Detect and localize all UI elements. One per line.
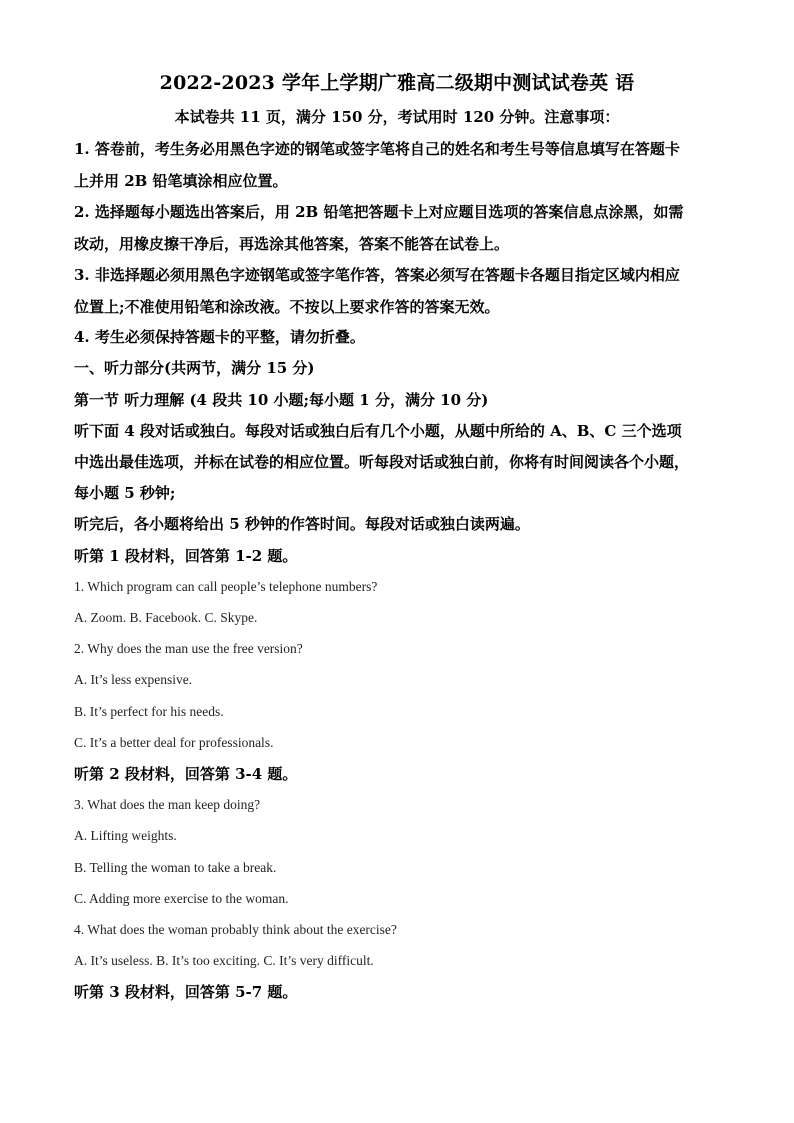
question-4-stem: 4. What does the woman probably think about the exercise?: [74, 922, 397, 937]
question-1-options: A. Zoom. B. Facebook. C. Skype.: [74, 610, 258, 625]
question-3-stem: 3. What does the man keep doing?: [74, 797, 261, 812]
section1-heading: 第一节 听力理解 (4 段共 10 小题;每小题 1 分，满分 10 分): [74, 391, 489, 409]
note-2-line-2: 改动，用橡皮擦干净后，再选涂其他答案，答案不能答在试卷上。: [74, 235, 510, 253]
question-2-option-a: A. It’s less expensive.: [74, 672, 193, 687]
question-4-options: A. It’s useless. B. It’s too exciting. C. It’s very difficult.: [74, 953, 374, 968]
question-1-stem: 1. Which program can call people’s telephone numbers?: [74, 579, 378, 594]
note-4-line-1: 4. 考生必须保持答题卡的平整，请勿折叠。: [74, 328, 365, 346]
exam-intro: 本试卷共 11 页，满分 150 分，考试用时 120 分钟。注意事项：: [174, 108, 620, 126]
material-heading-3: 听第 3 段材料，回答第 5-7 题。: [74, 983, 298, 1001]
note-1-line-2: 上并用 2B 铅笔填涂相应位置。: [74, 172, 288, 190]
question-2-option-b: B. It’s perfect for his needs.: [74, 704, 224, 719]
instructions-line-3: 每小题 5 秒钟;: [74, 484, 176, 502]
note-3-line-2: 位置上;不准使用铅笔和涂改液。不按以上要求作答的答案无效。: [74, 298, 500, 316]
question-2-option-c: C. It’s a better deal for professionals.: [74, 735, 274, 750]
material-heading-1: 听第 1 段材料，回答第 1-2 题。: [74, 547, 298, 565]
exam-title: 2022-2023 学年上学期广雅高二级期中测试试卷英 语: [159, 72, 635, 94]
question-2-stem: 2. Why does the man use the free version?: [74, 641, 303, 656]
note-3-line-1: 3. 非选择题必须用黑色字迹钢笔或签字笔作答，答案必须写在答题卡各题目指定区域内相应: [74, 266, 680, 284]
part1-heading: 一、听力部分(共两节，满分 15 分): [74, 359, 315, 377]
question-3-option-c: C. Adding more exercise to the woman.: [74, 891, 289, 906]
instructions-line-4: 听完后，各小题将给出 5 秒钟的作答时间。每段对话或独白读两遍。: [74, 515, 530, 533]
instructions-line-2: 中选出最佳选项，并标在试卷的相应位置。听每段对话或独白前，你将有时间阅读各个小题，: [74, 453, 690, 471]
material-heading-2: 听第 2 段材料，回答第 3-4 题。: [74, 765, 298, 783]
question-3-option-b: B. Telling the woman to take a break.: [74, 860, 277, 875]
note-2-line-1: 2. 选择题每小题选出答案后，用 2B 铅笔把答题卡上对应题目选项的答案信息点涂黑，如需: [74, 203, 684, 221]
question-3-option-a: A. Lifting weights.: [74, 828, 177, 843]
note-1-line-1: 1. 答卷前，考生务必用黑色字迹的钢笔或签字笔将自己的姓名和考生号等信息填写在答题卡: [74, 140, 680, 158]
instructions-line-1: 听下面 4 段对话或独白。每段对话或独白后有几个小题，从题中所给的 A、B、C 三个选项: [74, 422, 682, 440]
